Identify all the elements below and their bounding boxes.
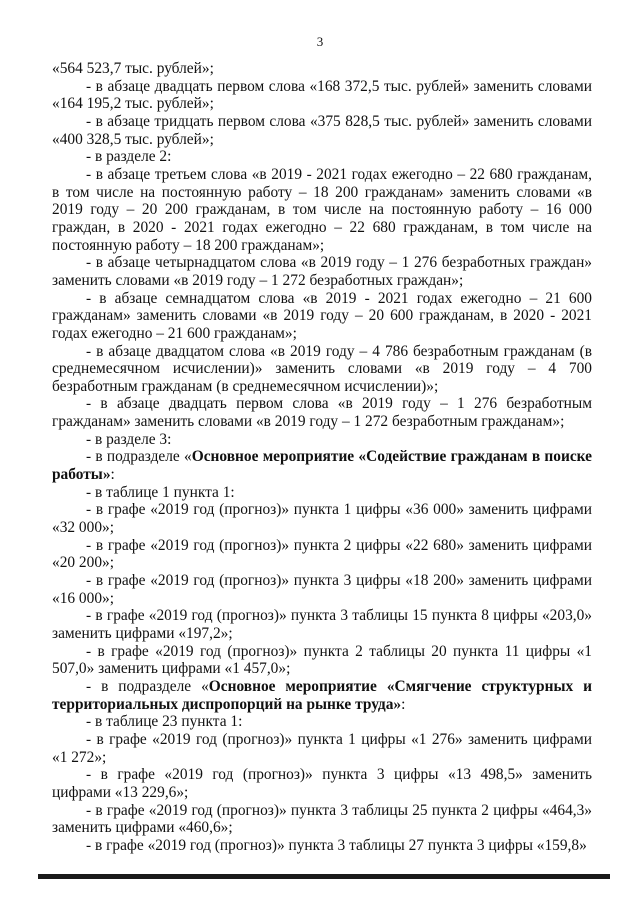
bottom-rule bbox=[38, 874, 610, 879]
text-run: - в разделе 3: bbox=[86, 430, 172, 448]
text-run: - в абзаце двадцатом слова «в 2019 году – 4 786 безработным гражданам (в среднемесячном исчислении)» заменить словами «в 2019 году – 4 700 безработным гражданам (в среднемесячном исчислении)»; bbox=[52, 342, 592, 395]
bold-text-run: Основное мероприятие «Содействие гражданам в поиске работы» bbox=[52, 448, 592, 484]
paragraph bbox=[52, 678, 592, 713]
paragraph bbox=[52, 837, 592, 855]
paragraph bbox=[52, 290, 592, 343]
bold-text-run: Основное мероприятие «Смягчение структурных и территориальных диспропорций на рынке труда» bbox=[52, 677, 592, 713]
paragraph bbox=[52, 766, 592, 801]
text-run: - в графе «2019 год (прогноз)» пункта 3 таблицы 27 пункта 3 цифры «159,8» bbox=[86, 836, 587, 854]
paragraph bbox=[52, 431, 592, 449]
text-run: - в графе «2019 год (прогноз)» пункта 3 цифры «18 200» заменить цифрами «16 000»; bbox=[52, 572, 592, 607]
text-run: - в графе «2019 год (прогноз)» пункта 2 таблицы 20 пункта 11 цифры «1 507,0» заменить цифрами «1 457,0»; bbox=[52, 642, 592, 678]
text-run: - в подразделе « bbox=[86, 677, 209, 695]
text-run: - в абзаце третьем слова «в 2019 - 2021 годах ежегодно – 22 680 гражданам, в том числе на постоянную работу – 18 200 гражданам» заменить словами «в 2019 году – 20 200 гражданам, в том числе на постоянную работу – 16 000 граждан, в 2020 - 2021 годах ежегодно – 22 680 гражданам, в том числе на постоянную работу – 18 200 гражданам»; bbox=[52, 165, 592, 254]
paragraph bbox=[52, 166, 592, 254]
text-run: - в абзаце двадцать первом слова «в 2019 году – 1 276 безработным гражданам» заменить словами «в 2019 году – 1 272 безработным гражданам»; bbox=[52, 395, 592, 431]
document-body bbox=[52, 60, 592, 855]
text-run: - в таблице 23 пункта 1: bbox=[86, 713, 243, 731]
paragraph bbox=[52, 254, 592, 289]
text-run: - в подразделе « bbox=[86, 448, 192, 466]
paragraph bbox=[52, 643, 592, 678]
text-run: : bbox=[401, 695, 406, 713]
text-run: - в графе «2019 год (прогноз)» пункта 2 цифры «22 680» заменить цифрами «20 200»; bbox=[52, 536, 592, 572]
text-run: - в графе «2019 год (прогноз)» пункта 1 цифры «1 276» заменить цифрами «1 272»; bbox=[52, 730, 592, 766]
text-run: «564 523,7 тыс. рублей»; bbox=[52, 60, 214, 77]
paragraph bbox=[52, 78, 592, 113]
paragraph bbox=[52, 607, 592, 642]
page-number: 3 bbox=[316, 34, 324, 49]
paragraph bbox=[52, 802, 592, 837]
text-run: - в абзаце четырнадцатом слова «в 2019 году – 1 276 безработных граждан» заменить словами «в 2019 году – 1 272 безработных граждан»; bbox=[52, 254, 592, 289]
paragraph bbox=[52, 731, 592, 766]
paragraph bbox=[52, 148, 592, 166]
paragraph bbox=[52, 713, 592, 731]
text-run: - в разделе 2: bbox=[86, 148, 172, 166]
text-run: - в графе «2019 год (прогноз)» пункта 3 таблицы 25 пункта 2 цифры «464,3» заменить цифрами «460,6»; bbox=[52, 801, 592, 837]
text-run: - в графе «2019 год (прогноз)» пункта 3 цифры «13 498,5» заменить цифрами «13 229,6»; bbox=[52, 766, 592, 801]
paragraph bbox=[52, 537, 592, 572]
paragraph bbox=[52, 572, 592, 607]
paragraph bbox=[52, 113, 592, 148]
text-run: - в графе «2019 год (прогноз)» пункта 1 цифры «36 000» заменить цифрами «32 000»; bbox=[52, 501, 592, 537]
text-run: : bbox=[110, 466, 115, 484]
paragraph bbox=[52, 60, 592, 78]
paragraph bbox=[52, 501, 592, 536]
paragraph bbox=[52, 395, 592, 430]
text-run: - в абзаце тридцать первом слова «375 828,5 тыс. рублей» заменить словами «400 328,5 тыс. рублей»; bbox=[52, 112, 592, 148]
text-run: - в графе «2019 год (прогноз)» пункта 3 таблицы 15 пункта 8 цифры «203,0» заменить цифрами «197,2»; bbox=[52, 607, 592, 642]
paragraph bbox=[52, 343, 592, 396]
text-run: - в таблице 1 пункта 1: bbox=[86, 483, 235, 501]
paragraph bbox=[52, 448, 592, 483]
text-run: - в абзаце семнадцатом слова «в 2019 - 2021 годах ежегодно – 21 600 гражданам» заменить словами «в 2019 году – 20 600 гражданам, в 2020 - 2021 годах ежегодно – 21 600 гражданам»; bbox=[52, 289, 592, 342]
text-run: - в абзаце двадцать первом слова «168 372,5 тыс. рублей» заменить словами «164 195,2 тыс. рублей»; bbox=[52, 77, 592, 113]
paragraph bbox=[52, 484, 592, 502]
